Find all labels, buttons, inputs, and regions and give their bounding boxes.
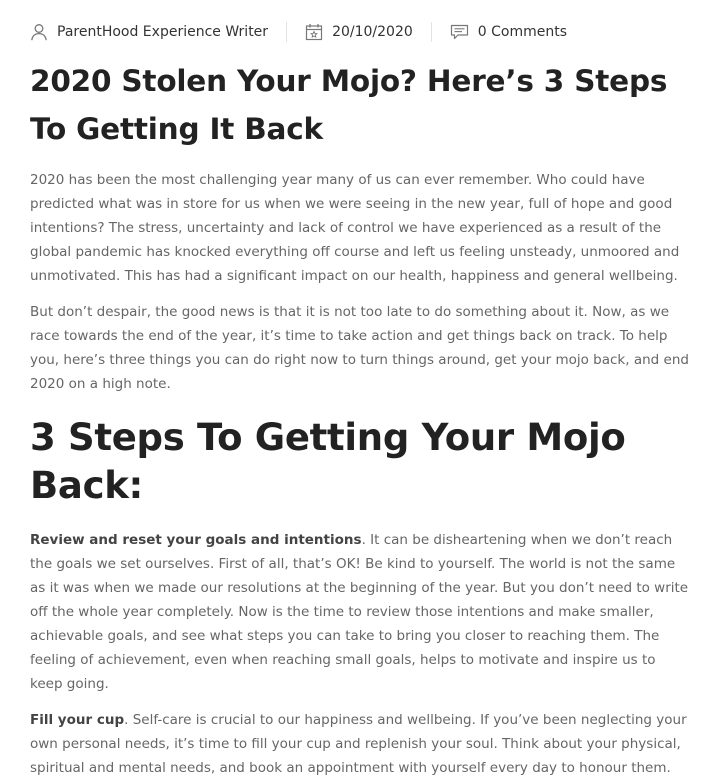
step-paragraph xyxy=(30,708,690,780)
article-title: 2020 Stolen Your Mojo? Here’s 3 Steps To Getting It Back xyxy=(30,64,668,146)
post-date: 20/10/2020 xyxy=(332,24,413,40)
intro-paragraph: But don’t despair, the good news is that it is not too late to do something about it. Now, as we race towards the end of the year, it’s time to take action and get things back on track. To help you, here’s three things you can do right now to turn things around, get your mojo back, and end 2020 on a high note. xyxy=(30,304,689,392)
user-icon xyxy=(30,23,48,41)
date-meta xyxy=(305,23,413,41)
author-name[interactable]: ParentHood Experience Writer xyxy=(57,24,269,40)
article-container xyxy=(0,22,717,780)
step-text: . It can be disheartening when we don’t reach the goals we set ourselves. First of all, that’s OK! Be kind to yourself. The world is not the same as it was when we made our resolutions at the beginning of the year. But you don’t need to write off the whole year completely. Now is the time to review those intentions and make smaller, achievable goals, and see what steps you can take to bring you closer to reaching them. The feeling of achievement, even when reaching small goals, helps to motivate and inspire us to keep going. xyxy=(30,532,689,692)
intro-paragraph: 2020 has been the most challenging year many of us can ever remember. Who could have predicted what was in store for us when we were seeing in the new year, full of hope and good intentions? The stress, uncertainty and lack of control we have experienced as a result of the global pandemic has knocked everything off course and left us feeling unsteady, unmoored and unmotivated. This has had a significant impact on our health, happiness and general wellbeing. xyxy=(30,172,680,284)
calendar-icon xyxy=(305,23,323,41)
step-lead: Review and reset your goals and intentions xyxy=(30,532,362,548)
post-meta xyxy=(30,22,690,42)
step-paragraph xyxy=(30,528,690,696)
section-heading: 3 Steps To Getting Your Mojo Back: xyxy=(30,416,626,507)
meta-divider xyxy=(431,22,432,42)
comments-count[interactable]: 0 Comments xyxy=(477,24,568,40)
author-meta[interactable] xyxy=(30,23,268,41)
meta-divider xyxy=(286,22,287,42)
step-text: . Self-care is crucial to our happiness and wellbeing. If you’ve been neglecting your own personal needs, it’s time to fill your cup and replenish your soul. Think about your physical, spiritual and mental needs, and book an appointment with yourself every day to honour them. xyxy=(30,712,687,776)
comment-icon xyxy=(450,24,469,40)
step-lead: Fill your cup xyxy=(30,712,125,728)
comments-meta[interactable] xyxy=(450,24,567,40)
